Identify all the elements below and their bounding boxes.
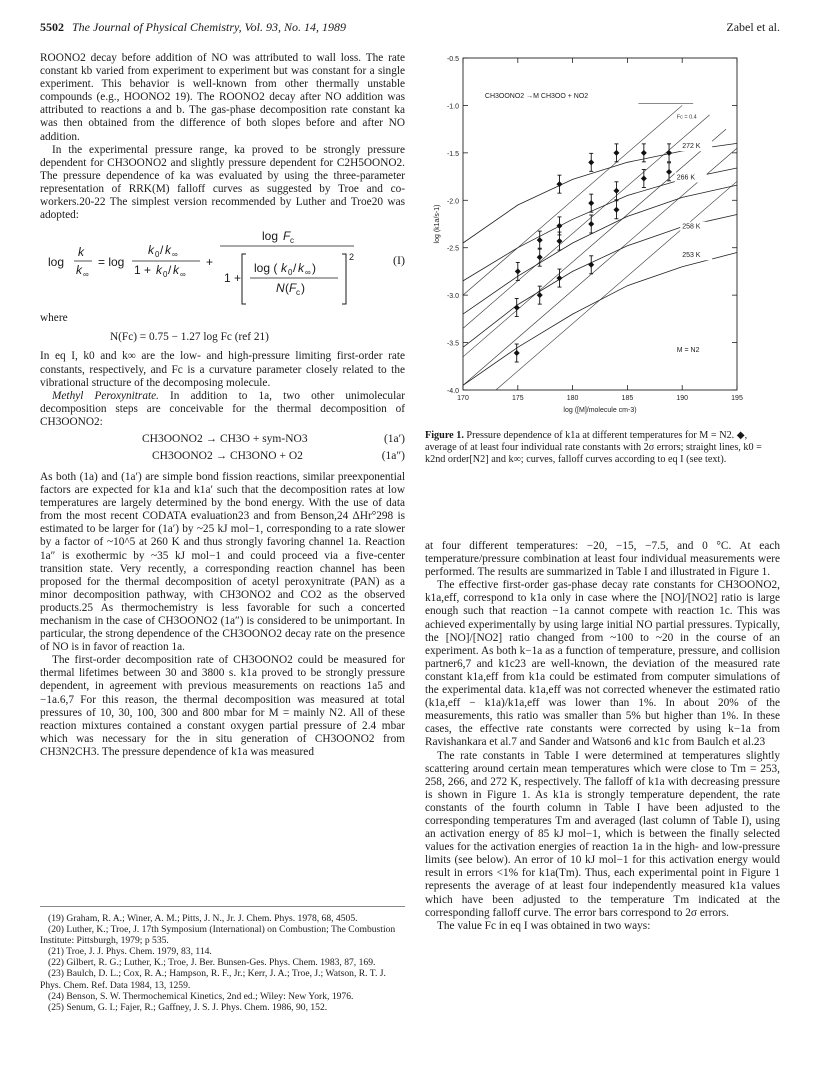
x-tick-label: 195 — [731, 395, 743, 402]
reference: (19) Graham, R. A.; Winer, A. M.; Pitts, J. N., Jr. J. Chem. Phys. 1978, 68, 4505. — [48, 913, 358, 924]
reference: (25) Senum, G. I.; Fajer, R.; Gaffney, J. S. J. Phys. Chem. 1986, 90, 152. — [48, 1001, 328, 1013]
reference: (24) Benson, S. W. Thermochemical Kinetics, 2nd ed.; Wiley: New York, 1976. — [48, 990, 354, 1002]
x-tick-label: 170 — [457, 395, 469, 402]
reference: (21) Troe, J. J. Phys. Chem. 1979, 83, 114. — [48, 946, 212, 958]
svg-text:k: k — [76, 263, 82, 278]
svg-text:0: 0 — [163, 270, 168, 280]
svg-text:N: N — [276, 281, 285, 296]
data-point — [666, 169, 672, 175]
paragraph: In the experimental pressure range, ka proved to be strongly pressure dependent for CH3OONO2 and slightly pressure dependent for C2H5OONO2. The pressure dependence of ka was evaluated by using the three-parameter representation of RRK(M) falloff curves as suggested by Troe and co-workers.20-22 The simplest version recommended by Luther and Troe20 was adopted: — [40, 143, 405, 222]
svg-text:+: + — [206, 255, 214, 270]
svg-text:/: / — [293, 261, 297, 276]
where-label: where — [40, 312, 68, 325]
svg-text:k: k — [173, 263, 179, 278]
section-title: Methyl Peroxynitrate. — [52, 389, 159, 402]
paragraph: The first-order decomposition rate of CH3OONO2 could be measured for thermal lifetimes between 30 and 3800 s. k1a proved to be strongly pressure dependent, in agreement with previous measurements on reactions 1a5 and −1a.6,7 For this reason, the thermal decomposition was measured at total pressures of 10, 30, 100, 300 and 800 mbar for M = mainly N2. All of these reaction mixtures contained a constant oxygen partial pressure of 2.4 mbar which was necessary for the in situ generation of CH3OONO2 from CH3N2CH3. The pressure dependence of k1a was measured — [40, 654, 405, 758]
data-point — [613, 150, 619, 156]
low-pressure-asymptote — [463, 129, 726, 357]
paragraph: ROONO2 decay before addition of NO was attributed to wall loss. The rate constant kb varied from experiment to experiment but was constant for a single experiment. This behavior is well-known from other thermally unstable compounds (e.g., HOONO2 19). The ROONO2 decay after NO addition was attributed to reactions a and b. The gas-phase decomposition rate constant ka was then obtained from the difference of both slopes before and after NO addition. — [40, 52, 405, 143]
data-point — [588, 159, 594, 165]
data-point — [613, 188, 619, 194]
references — [40, 906, 405, 1013]
temperature-label: 266 K — [676, 174, 696, 182]
data-point — [556, 275, 562, 281]
page-header — [40, 20, 780, 40]
data-point — [641, 150, 647, 156]
y-tick-label: -3.5 — [446, 340, 459, 348]
reference: (23) Baulch, D. L.; Cox, R. A.; Hampson, R. F., Jr.; Kerr, J. A.; Troe, J.; Watson, R. T. J. Phys. Chem. Ref. Data 1984, 13, 1259. — [40, 968, 386, 991]
x-tick-label: 185 — [621, 395, 634, 402]
x-tick-label: 180 — [566, 395, 579, 402]
reaction-tag: (1a′) — [383, 432, 405, 445]
right-column — [425, 540, 780, 933]
paragraph: The effective first-order gas-phase decay rate constants for CH3OONO2, k1a,eff, correspond to k1a only in case where the [NO]/[NO2] ratio is large enough such that reaction −1a cannot compete with reaction 1c. This was achieved experimentally by using large initial NO partial pressures. Typically, the [NO]/[NO2] ratio changed from ~100 to ~20 in the course of an experiment. As both k−1a as a function of temperature, pressure, and collision partner6,7 and k1c23 are well-known, the deviation of the measured rate constant k1a,eff from k1a could be estimated from computer simulations of the experimental data. k1a,eff was not corrected whenever the estimated ratio (k1a,eff − k1a)/k1a,eff was lower than 1%. In about 20% of the measurements, this ratio was smaller than 5% but higher than 1%. In these cases, the effective rate constants were corrected by using k−1a from Ravishankara et al.7 and Sander and Watson6 and k1c from Baulch et al.23 — [425, 579, 780, 749]
data-point — [514, 350, 520, 356]
temperature-label: 272 K — [682, 143, 701, 151]
svg-text:F: F — [289, 281, 297, 296]
data-point — [641, 175, 647, 181]
fc-annotation: Fc = 0.4 — [676, 114, 697, 121]
y-tick-label: -4.0 — [446, 388, 459, 395]
y-tick-label: -1.0 — [446, 103, 459, 111]
svg-text:/: / — [160, 243, 164, 258]
svg-text:1 +: 1 + — [134, 263, 152, 278]
falloff-curve — [463, 253, 737, 386]
svg-text:2: 2 — [349, 252, 355, 263]
svg-text:k: k — [156, 263, 162, 278]
figure-caption — [425, 430, 780, 465]
svg-text:c: c — [296, 288, 300, 298]
data-point — [588, 200, 594, 206]
chart-labels — [434, 93, 712, 414]
paragraph: The value Fc in eq I was obtained in two ways: — [437, 919, 651, 932]
svg-text:/: / — [168, 263, 172, 278]
y-axis-label: log (k1a/s-1) — [434, 204, 441, 244]
x-axis-label: log ([M]/molecule cm-3) — [563, 407, 637, 414]
reaction-tag: (1a″) — [381, 449, 405, 462]
svg-text:k: k — [281, 261, 287, 276]
svg-text:∞: ∞ — [83, 270, 89, 280]
reaction-1a-prime — [40, 433, 405, 450]
data-point — [613, 207, 619, 213]
low-pressure-asymptote — [463, 105, 682, 295]
svg-text:0: 0 — [155, 250, 160, 260]
svg-text:∞: ∞ — [305, 268, 311, 278]
y-tick-label: -1.5 — [446, 150, 459, 158]
paragraph-text: In addition to 1a, two other unimolecular decomposition steps are conceivable for the thermal decomposition of CH3OONO2: — [40, 389, 405, 428]
journal-name: The Journal of Physical Chemistry, Vol. 93, No. 14, 1989 — [72, 20, 346, 34]
svg-text:k: k — [298, 261, 304, 276]
data-point — [666, 150, 672, 156]
data-points — [514, 144, 672, 362]
falloff-equation — [40, 226, 370, 308]
svg-text:F: F — [283, 229, 291, 244]
data-point — [588, 221, 594, 227]
svg-text:1 +: 1 + — [224, 271, 242, 286]
svg-text:): ) — [301, 281, 305, 296]
running-head — [40, 20, 346, 35]
paragraph: In eq I, k0 and k∞ are the low- and high-pressure limiting first-order rate constants, respectively, and Fc is a curvature parameter closely related to the vibrational structure of the decomposing molecule. — [40, 350, 405, 389]
page-number: 5502 — [40, 20, 64, 34]
svg-text:0: 0 — [288, 268, 293, 278]
y-tick-label: -2.0 — [446, 198, 459, 206]
equation-tag: (I) — [393, 253, 405, 268]
svg-text:): ) — [312, 261, 316, 276]
data-point — [556, 223, 562, 229]
y-tick-label: -3.0 — [446, 293, 459, 301]
svg-text:k: k — [78, 245, 84, 260]
svg-text:(: ( — [285, 281, 289, 296]
paragraph: at four different temperatures: −20, −15, −7.5, and 0 °C. At each temperature/pressure combination at least four individual measurements were performed. The results are summarized in Table I and illustrated in Figure 1. — [425, 540, 780, 579]
figure-1 — [425, 48, 780, 483]
x-tick-label: 190 — [676, 395, 689, 402]
paragraph: As both (1a) and (1a′) are simple bond fission reactions, similar preexponential factors are expected for k1a and k1a′ such that the decomposition rates at low temperatures are largely determined by the bond energy. With the use of data from the most recent CODATA evaluation23 and from Benson,24 ΔHr°298 is estimated to be larger for (1a′) by ~25 kJ mol−1, corresponding to a rate slower by a factor of ~10^5 at 260 K and thus strongly favoring channel 1a. Reaction 1a″ is exothermic by ~35 kJ mol−1 and could proceed via a five-center transition state. Very recently, a corresponding reaction channel has been proposed for the thermal decomposition of acetyl peroxynitrate (PAN) as a minor decomposition pathway, with CH3ONO2 and CO2 as the observed products.25 As thermochemistry is less favorable for such a concerted mechanism in the case of CH3OONO2 (1a″) is considered to be unimportant. In particular, the strong dependence of the CH3OONO2 decay rate on the presence of NO is in favor of reaction 1a. — [40, 470, 405, 654]
svg-text:∞: ∞ — [172, 250, 178, 260]
caption-label: Figure 1. — [425, 430, 464, 441]
reaction-annotation: CH3OONO2 →M CH3OO + NO2 — [484, 92, 589, 100]
data-point — [514, 304, 520, 310]
data-point — [537, 254, 543, 260]
reference: (20) Luther, K.; Troe, J. 17th Symposium (International) on Combustion; The Combustion Institute: Pittsburgh, 1979; p 535. — [40, 924, 396, 947]
temperature-label: 258 K — [682, 223, 701, 231]
data-point — [515, 268, 521, 274]
data-point — [588, 262, 594, 268]
paragraph: The rate constants in Table I were determined at temperatures slightly scattering around certain mean temperatures which were close to Tm = 253, 258, 266, and 272 K, respectively. The falloff of k1a with decreasing pressure is shown in Figure 1. As k1a is strongly temperature dependent, the rate constants of the fourth column in Table I have been adjusted to the corresponding temperatures Tm and averaged (last column of Table I), using an activation energy of 85 kJ mol−1, which is between the finally selected values for the activation energies of reaction 1a in the high- and low-pressure limits (see below). An error of 10 kJ mol−1 for this activation energy would result in errors <1% for k1a(Tm). Thus, each experimental point in Figure 1 represents the average of at least four independently measured k1a values which have been adjusted to the temperature Tm indicated at the corresponding falloff curve. The error bars correspond to 2σ errors. — [425, 749, 780, 919]
caption-text: Pressure dependence of k1a at different temperatures for M = N2. ◆, average of at least four individual rate constants with 2σ errors; straight lines, k0 = k2nd order[N2] and k∞; curves, falloff curves according to eq I (see text). — [425, 430, 762, 465]
low-pressure-asymptote — [463, 115, 710, 328]
falloff-chart — [425, 48, 780, 423]
svg-text:log: log — [48, 255, 65, 270]
reaction-text: CH3OONO2 → CH3O + sym-NO3 — [142, 432, 308, 445]
nfc-equation: N(Fc) = 0.75 − 1.27 log Fc (ref 21) — [110, 331, 269, 344]
reaction-text: CH3OONO2 → CH3ONO + O2 — [152, 449, 303, 462]
author-running-head: Zabel et al. — [726, 20, 780, 34]
svg-text:k: k — [148, 243, 154, 258]
falloff-curve — [463, 215, 737, 348]
x-tick-label: 175 — [511, 395, 524, 402]
svg-text:= log: = log — [98, 255, 125, 270]
reaction-1a-double-prime — [40, 450, 405, 467]
svg-text:k: k — [165, 243, 171, 258]
temperature-label: 253 K — [682, 252, 701, 260]
y-tick-label: -0.5 — [446, 56, 459, 63]
equation-I — [40, 226, 405, 308]
reference: (22) Gilbert, R. G.; Luther, K.; Troe, J. Ber. Bunsen-Ges. Phys. Chem. 1983, 87, 169. — [48, 957, 376, 969]
svg-text:∞: ∞ — [180, 270, 186, 280]
svg-text:log: log — [262, 229, 279, 244]
svg-text:log (: log ( — [254, 261, 278, 276]
y-tick-label: -2.5 — [446, 245, 459, 253]
svg-text:c: c — [290, 236, 294, 246]
medium-annotation: M = N2 — [676, 347, 700, 355]
left-column — [40, 52, 405, 759]
falloff-curve — [463, 185, 737, 314]
data-point — [537, 237, 543, 243]
